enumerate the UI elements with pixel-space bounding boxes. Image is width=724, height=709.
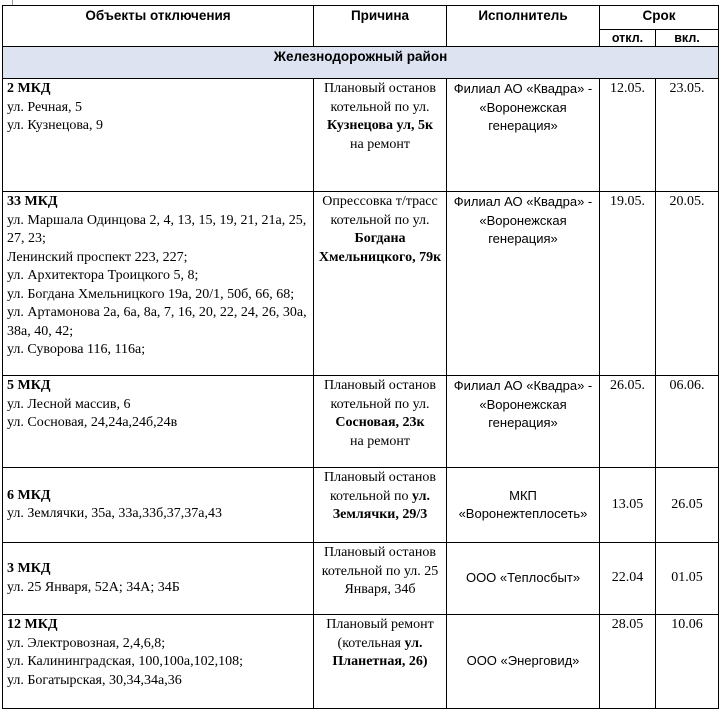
header-on: вкл. [656, 30, 719, 47]
header-objects: Объекты отключения [3, 6, 314, 47]
object-count: 3 МКД [7, 561, 51, 576]
object-count: 6 МКД [7, 487, 51, 503]
boiler-address: Сосновая, 23к [335, 415, 425, 430]
date-off: 26.05. [600, 376, 656, 468]
date-off: 28.05 [600, 615, 656, 709]
date-off: 12.05. [600, 79, 656, 192]
header-off: откл. [600, 30, 656, 47]
reason-text: Плановый ремонт (котельная [326, 617, 434, 651]
objects-cell [3, 79, 314, 192]
boiler-address: Кузнецова ул, 5к [326, 118, 434, 133]
header-reason: Причина [314, 6, 447, 47]
boiler-address: ул. Планетная, 26) [332, 635, 428, 669]
reason-text: Плановый останов котельной по ул. [324, 81, 436, 115]
reason-text: Плановый останов котельной по ул. [324, 378, 436, 412]
object-count: 5 МКД [7, 378, 51, 393]
address-line: Ленинский проспект 223, 227; [7, 249, 188, 265]
reason-text: Плановый останов котельной по ул. 25 Января, 34б [321, 545, 439, 597]
date-on: 10.06 [656, 615, 719, 709]
address-line: ул. Речная, 5 [7, 99, 83, 115]
reason-suffix: на ремонт [350, 136, 410, 152]
address-line: ул. Калининградская, 100,100а,102,108; [7, 654, 243, 669]
table-row [3, 376, 719, 468]
reason-text: Опрессовка т/трасс котельной по ул. [322, 194, 438, 228]
table-row [3, 79, 719, 192]
objects-cell [3, 543, 314, 615]
address-line: ул. Богатырская, 30,34,34а,36 [7, 672, 182, 688]
table-row [3, 192, 719, 376]
executor-cell: ООО «Энерговид» [447, 615, 600, 709]
reason-cell [314, 615, 447, 709]
address-line: ул. Богдана Хмельницкого 19а, 20/1, 50б, 66, 68; [7, 286, 295, 302]
reason-cell [314, 79, 447, 192]
objects-cell [3, 468, 314, 543]
reason-suffix: на ремонт [350, 433, 410, 449]
executor-cell: Филиал АО «Квадра» - «Воронежская генерация» [447, 376, 600, 468]
district-name: Железнодорожный район [3, 47, 719, 79]
date-on: 01.05 [656, 543, 719, 615]
date-off: 19.05. [600, 192, 656, 376]
table-row [3, 543, 719, 615]
address-line: ул. 25 Января, 52А; 34А; 34Б [7, 579, 180, 595]
reason-cell [314, 192, 447, 376]
address-line: ул. Суворова 116, 116а; [7, 342, 146, 357]
table-row [3, 468, 719, 543]
objects-cell [3, 615, 314, 709]
reason-cell [314, 543, 447, 615]
reason-cell [314, 376, 447, 468]
object-count: 12 МКД [7, 617, 58, 632]
executor-cell: Филиал АО «Квадра» - «Воронежская генерация» [447, 192, 600, 376]
address-line: ул. Артамонова 2а, 6а, 8а, 7, 16, 20, 22, 24, 26, 30а, 38а, 40, 42; [7, 305, 307, 339]
address-line: ул. Лесной массив, 6 [7, 396, 131, 412]
objects-cell [3, 376, 314, 468]
objects-cell [3, 192, 314, 376]
date-on: 06.06. [656, 376, 719, 468]
object-count: 2 МКД [7, 81, 51, 96]
executor-cell: МКП «Воронежтеплосеть» [447, 468, 600, 543]
address-line: ул. Сосновая, 24,24а,24б,24в [7, 415, 178, 430]
address-line: ул. Землячки, 35а, 33а,33б,37,37а,43 [7, 506, 222, 521]
date-off: 13.05 [600, 468, 656, 543]
reason-text: Плановый останов котельной по [324, 470, 436, 504]
executor-cell: ООО «Теплосбыт» [447, 543, 600, 615]
header-executor: Исполнитель [447, 6, 600, 47]
object-count: 33 МКД [7, 194, 58, 209]
outage-table [2, 5, 719, 709]
date-on: 26.05 [656, 468, 719, 543]
table-row [3, 615, 719, 709]
date-off: 22.04 [600, 543, 656, 615]
boiler-address: Богдана Хмельницкого, 79к [318, 231, 442, 265]
address-line: ул. Архитектора Троицкого 5, 8; [7, 268, 199, 283]
address-line: ул. Кузнецова, 9 [7, 118, 104, 133]
header-term: Срок [600, 6, 719, 30]
address-line: ул. Электровозная, 2,4,6,8; [7, 635, 166, 651]
date-on: 23.05. [656, 79, 719, 192]
boiler-address: ул. Землячки, 29/3 [332, 488, 431, 522]
reason-cell [314, 468, 447, 543]
executor-cell: Филиал АО «Квадра» - «Воронежская генерация» [447, 79, 600, 192]
date-on: 20.05. [656, 192, 719, 376]
address-line: ул. Маршала Одинцова 2, 4, 13, 15, 19, 21, 21а, 25, 27, 23; [7, 212, 307, 246]
